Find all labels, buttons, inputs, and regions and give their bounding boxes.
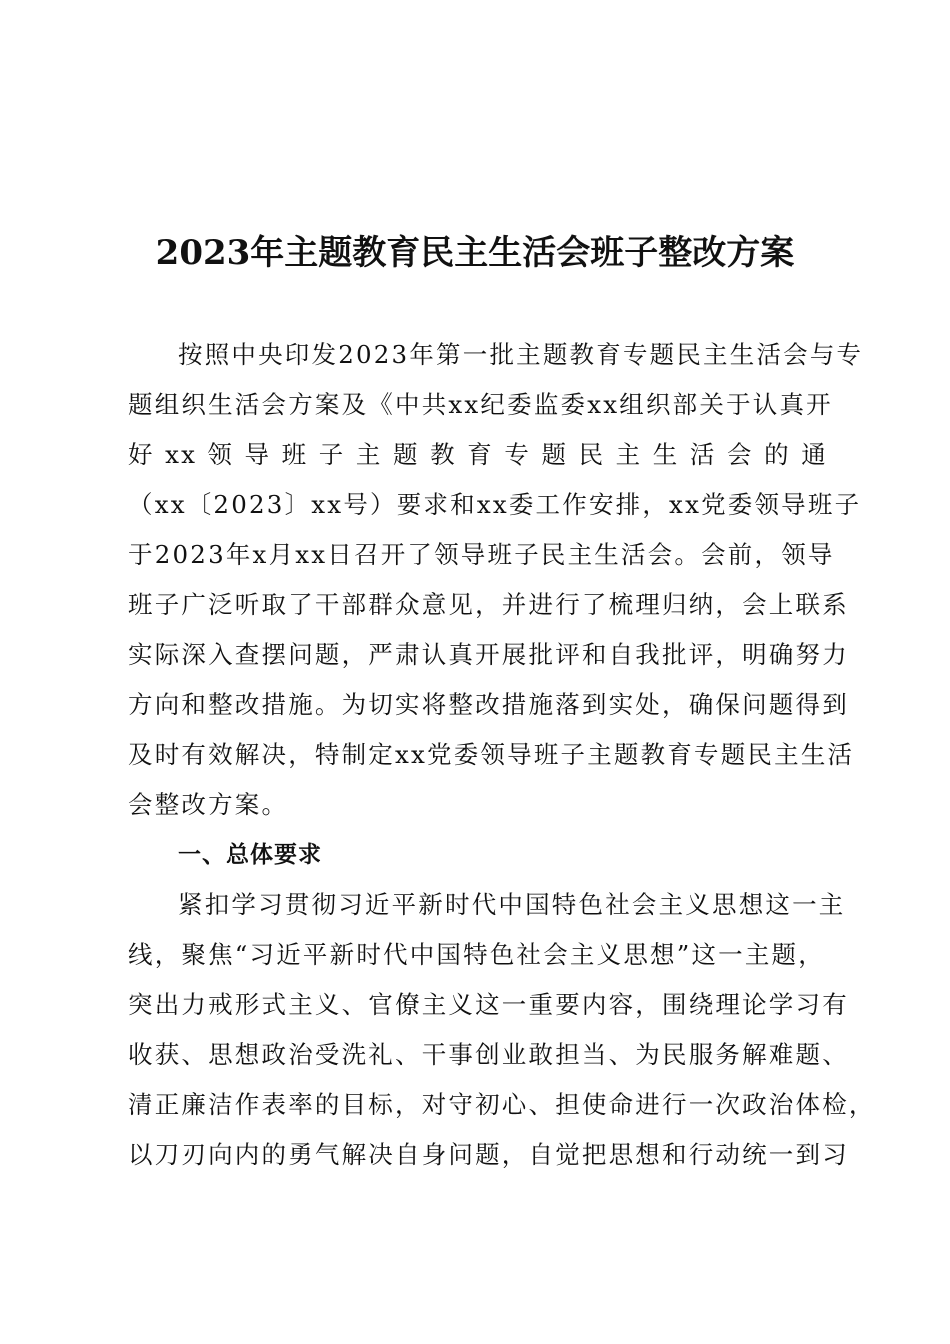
paragraph-line: 方向和整改措施。为切实将整改措施落到实处，确保问题得到 (128, 690, 849, 719)
paragraph-line: 好 xx 领 导 班 子 主 题 教 育 专 题 民 主 生 活 会 的 通 (128, 440, 828, 469)
document-title: 2023年主题教育民主生活会班子整改方案 (155, 233, 795, 273)
paragraph-line: 紧扣学习贯彻习近平新时代中国特色社会主义思想这一主 (178, 890, 846, 919)
paragraph-intro (128, 330, 864, 830)
paragraph-line: 实际深入查摆问题，严肃认真开展批评和自我批评，明确努力 (128, 640, 849, 669)
paragraph-line: 会整改方案。 (128, 790, 289, 819)
paragraph-line: 题组织生活会方案及《中共xx纪委监委xx组织部关于认真开 (128, 390, 833, 419)
paragraph-line: 清正廉洁作表率的目标，对守初心、担使命进行一次政治体检， (128, 1090, 876, 1119)
paragraph-line: 及时有效解决，特制定xx党委领导班子主题教育专题民主生活 (128, 740, 855, 769)
paragraph-line: 突出力戒形式主义、官僚主义这一重要内容，围绕理论学习有 (128, 990, 849, 1019)
section-heading: 一、总体要求 (178, 842, 322, 868)
paragraph-general-requirements (128, 880, 876, 1180)
paragraph-line: 班子广泛听取了干部群众意见，并进行了梳理归纳，会上联系 (128, 590, 849, 619)
paragraph-line: （xx〔2023〕xx号）要求和xx委工作安排，xx党委领导班子 (128, 490, 862, 519)
paragraph-line: 于2023年x月xx日召开了领导班子民主生活会。会前，领导 (128, 540, 835, 569)
paragraph-line: 收获、思想政治受洗礼、干事创业敢担当、为民服务解难题、 (128, 1040, 849, 1069)
paragraph-line: 线，聚焦“习近平新时代中国特色社会主义思想”这一主题， (128, 940, 825, 969)
paragraph-line: 按照中央印发2023年第一批主题教育专题民主生活会与专 (178, 340, 864, 369)
section-heading-block (128, 830, 828, 880)
paragraph-line: 以刀刃向内的勇气解决自身问题，自觉把思想和行动统一到习 (128, 1140, 849, 1169)
